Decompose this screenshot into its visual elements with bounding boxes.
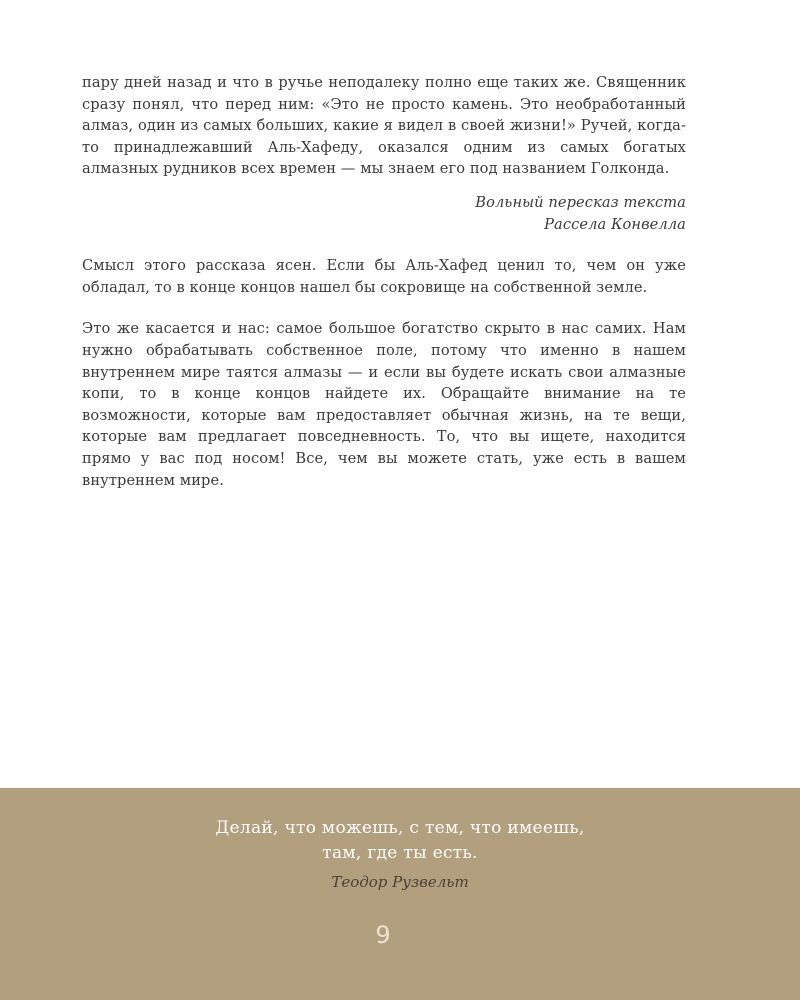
footer-quote-author: Теодор Рузвельт bbox=[331, 873, 469, 891]
footer-quote-line-1: Делай, что можешь, с тем, что имеешь, bbox=[215, 818, 585, 838]
footer-quote-line-2: там, где ты есть. bbox=[322, 843, 478, 863]
body-paragraph-2: Это же касается и нас: самое большое богатство скрыто в нас самих. Нам нужно обрабатывать собственное поле, потому что именно в нашем внутреннем мире таятся алмазы — и если вы будете искать свои алмазные копи, то в конце концов найдете их. Обращайте внимание на те возможности, которые вам предоставляет обычная жизнь, на те вещи, которые вам предлагает повседневность. То, что вы ищете, находится прямо у вас под носом! Все, чем вы можете стать, уже есть в вашем внутреннем мире. bbox=[82, 320, 686, 489]
footer-quote bbox=[0, 816, 800, 866]
paragraph-gap bbox=[82, 298, 686, 318]
main-text-block bbox=[82, 72, 686, 491]
attribution-line-2: Рассела Конвелла bbox=[544, 215, 686, 233]
page-number: 9 bbox=[375, 921, 391, 949]
body-paragraph-1: Смысл этого рассказа ясен. Если бы Аль-Хафед ценил то, чем он уже обладал, то в конце концов нашел бы сокровище на собственной земле. bbox=[82, 257, 686, 296]
quote-footer bbox=[0, 788, 800, 1000]
story-paragraph: пару дней назад и что в ручье неподалеку полно еще таких же. Священник сразу понял, что перед ним: «Это не просто камень. Это необработанный алмаз, один из самых больших, какие я видел в своей жизни!» Ручей, когда-то принадлежавший Аль-Хафеду, оказался одним из самых богатых алмазных рудников всех времен — мы знаем его под названием Голконда. bbox=[82, 74, 686, 178]
attribution-line-1: Вольный пересказ текста bbox=[475, 193, 686, 211]
story-attribution bbox=[82, 192, 686, 235]
paragraph-gap bbox=[82, 235, 686, 255]
